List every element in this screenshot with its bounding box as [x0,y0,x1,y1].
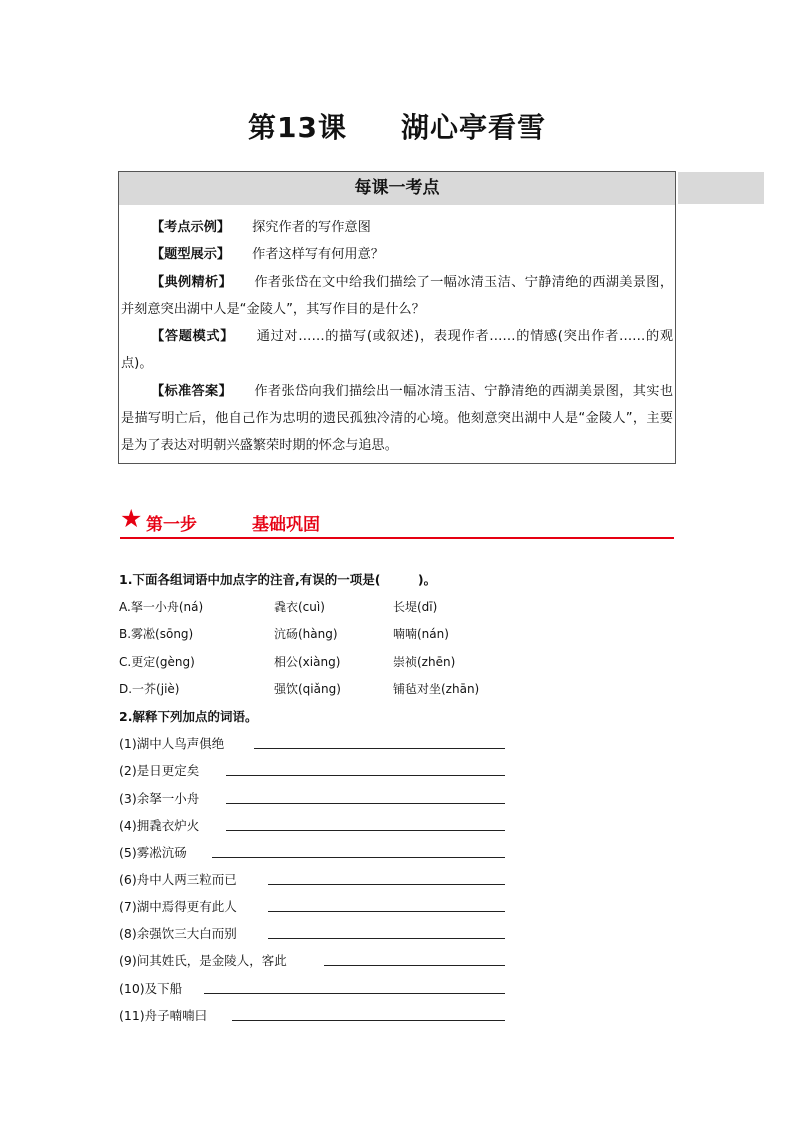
q2-item: (4)拥毳衣炉火 [119,818,200,833]
q1-option: B.雾凇(sōng) [119,627,194,641]
answer-blank[interactable] [268,884,505,885]
lesson-name: 湖心亭看雪 [400,111,546,144]
row-tag: 【标准答案】 [151,383,233,399]
q2-item: (7)湖中焉得更有此人 [119,899,237,914]
q2-item: (10)及下船 [119,981,183,996]
answer-blank[interactable] [232,1020,505,1021]
star-icon: ★ [120,504,143,533]
row-tag: 【题型展示】 [151,247,231,263]
key-point-box [118,171,676,464]
key-point-row [121,323,673,378]
answer-blank[interactable] [226,775,505,776]
q1-option: 长堤(dī) [393,600,438,614]
row-text: 作者张岱向我们描绘出一幅冰清玉洁、宁静清绝的西湖美景图，其实也是描写明亡后，他自己作为忠明的遗民孤独冷清的心境。他刻意突出湖中人是“金陵人”，主要是为了表达对明朝兴盛繁荣时期的怀念与追思。 [121,383,674,454]
q1-option: 喃喃(nán) [393,627,449,641]
q2-item: (8)余强饮三大白而别 [119,926,237,941]
answer-blank[interactable] [212,857,505,858]
q1-option: C.更定(gèng) [119,655,195,669]
answer-blank[interactable] [324,965,505,966]
q1-option: 沆砀(hàng) [274,627,338,641]
q1-option: 崇祯(zhēn) [393,655,456,669]
row-text: 通过对……的描写(或叙述)，表现作者……的情感(突出作者……的观点)。 [121,329,674,372]
answer-blank[interactable] [254,748,505,749]
q2-item: (3)余拏一小舟 [119,791,200,806]
page-title [0,106,794,146]
key-point-row [121,269,673,324]
step-title: 基础巩固 [252,515,320,535]
row-text: 探究作者的写作意图 [252,220,371,235]
q1-option: 铺毡对坐(zhān) [393,682,480,696]
key-point-row [121,378,673,460]
q1-option: A.拏一小舟(ná) [119,600,204,614]
answer-blank[interactable] [268,938,505,939]
question-2-stem: 2.解释下列加点的词语。 [119,709,258,724]
q2-item: (6)舟中人两三粒而已 [119,872,237,887]
row-text: 作者张岱在文中给我们描绘了一幅冰清玉洁、宁静清绝的西湖美景图，并刻意突出湖中人是“金陵人”，其写作目的是什么？ [121,274,674,317]
q1-option: 相公(xiàng) [274,655,341,669]
row-tag: 【考点示例】 [151,220,231,235]
answer-blank[interactable] [204,993,505,994]
q2-item: (1)湖中人鸟声俱绝 [119,736,225,751]
key-point-row [121,214,673,241]
key-point-body [119,214,675,460]
q1-option: 强饮(qiǎng) [274,682,341,696]
q1-option: D.一芥(jiè) [119,682,180,696]
step-label: 第一步 [146,515,197,535]
lesson-number: 第13课 [248,111,347,144]
key-point-header: 每课一考点 [119,172,675,205]
answer-blank[interactable] [268,911,505,912]
row-tag: 【典例精析】 [151,274,233,290]
q2-item: (2)是日更定矣 [119,763,200,778]
answer-blank[interactable] [226,803,505,804]
q2-item: (11)舟子喃喃曰 [119,1008,208,1023]
header-band-extension [678,172,764,204]
step-heading [120,505,674,539]
row-tag: 【答题模式】 [151,329,235,345]
q1-option: 毳衣(cuì) [274,600,325,614]
key-point-row [121,241,673,268]
answer-blank[interactable] [226,830,505,831]
row-text: 作者这样写有何用意？ [252,247,384,263]
q2-item: (9)问其姓氏，是金陵人，客此 [119,953,287,968]
question-1-stem: 1.下面各组词语中加点字的注音,有误的一项是( )。 [119,572,437,587]
q2-item: (5)雾凇沆砀 [119,845,187,860]
